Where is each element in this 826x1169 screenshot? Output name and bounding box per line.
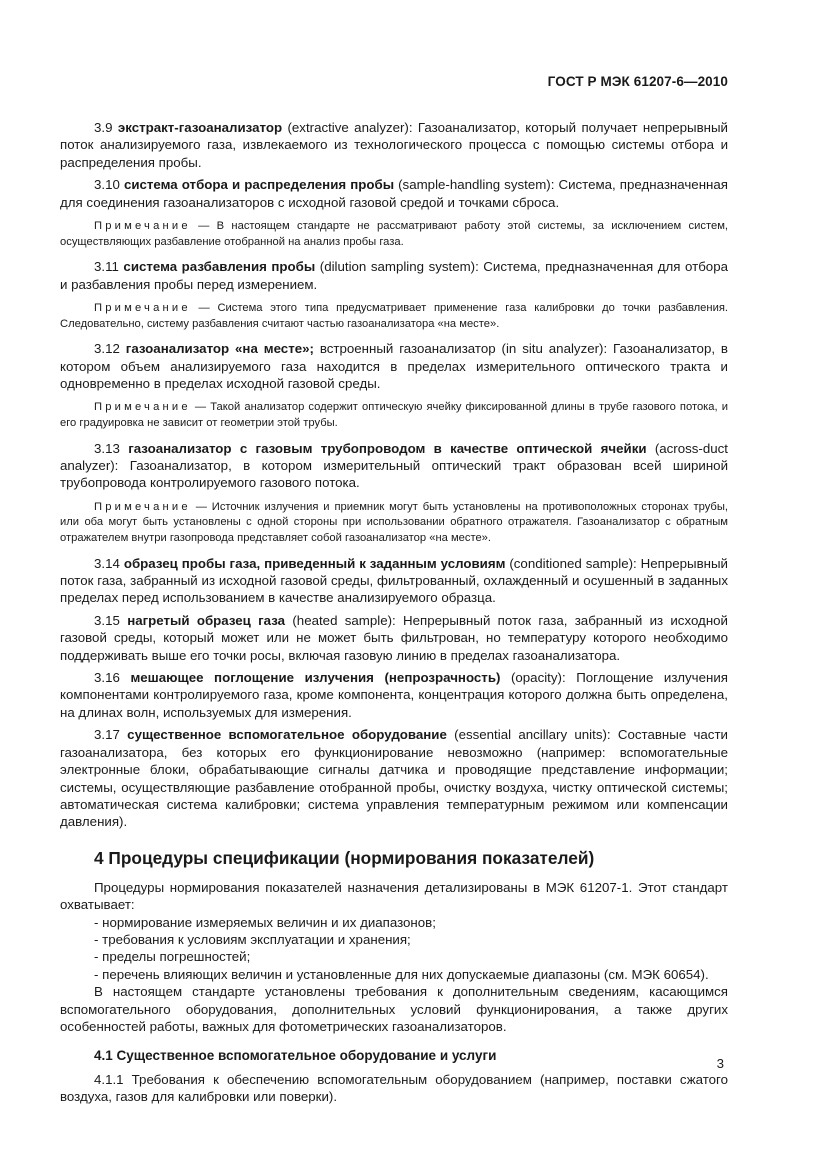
- page-number: 3: [716, 1056, 724, 1071]
- list-item: - пределы погрешностей;: [94, 949, 251, 965]
- definition-3-9: [60, 119, 728, 171]
- definition-text: (heated sample): Непрерывный поток газа, забранный из исходной газовой среды, который может или не может быть фильтрован, но температуру которого необходимо поддерживать выше его точки росы, включая газовую линию в пределах газоанализатора.: [60, 612, 728, 663]
- note-label: Примечание: [94, 220, 191, 233]
- definition-term: газоанализатор с газовым трубопроводом в качестве оптической ячейки: [128, 440, 647, 456]
- definition-3-15: [60, 612, 728, 664]
- section-4-list: [60, 914, 728, 984]
- definition-3-14: [60, 555, 728, 607]
- definitions-list: [60, 119, 728, 831]
- note-label: Примечание: [94, 401, 191, 414]
- definition-term: мешающее поглощение излучения (непрозрачность): [130, 670, 501, 686]
- note-text: — Система этого типа предусматривает применение газа калибровки до точки разбавления. Следовательно, систему разбавления считают частью газоанализатора «на месте».: [60, 302, 728, 330]
- subsection-4-1-1-paragraph: 4.1.1 Требования к обеспечению вспомогательным оборудованием (например, поставки сжатого воздуха, газов для калибровки или поверки).: [60, 1071, 728, 1105]
- note: [60, 219, 728, 250]
- section-4-paragraph: В настоящем стандарте установлены требования к дополнительным сведениям, касающимся вспомогательного оборудования, дополнительных условий функционирования, а также других особенностей работы, важных для фотометрических газоанализаторов.: [60, 984, 728, 1034]
- list-item: - перечень влияющих величин и установленные для них допускаемые диапазоны (см. МЭК 60654).: [94, 966, 709, 982]
- definition-3-16: [60, 669, 728, 721]
- definition-text: (conditioned sample): Непрерывный поток газа, забранный из исходной газовой среды, фильтрованный, охлажденный и осушенный в заданных пределах перед использованием в качестве анализируемого образца.: [60, 555, 728, 606]
- standard-id: ГОСТ Р МЭК 61207-6—2010: [547, 74, 728, 89]
- note: [60, 400, 728, 431]
- definition-term: система отбора и распределения пробы: [123, 177, 395, 193]
- definition-number: 3.13: [94, 440, 120, 456]
- definition-text: (sample-handling system): Система, предназначенная для соединения газоанализаторов с исходной газовой средой и точками сброса.: [60, 177, 728, 210]
- page-content: [60, 114, 728, 1106]
- note-label: Примечание: [94, 302, 191, 315]
- definition-term: нагретый образец газа: [127, 612, 286, 628]
- definition-number: 3.17: [94, 727, 120, 743]
- note-text: — Такой анализатор содержит оптическую ячейку фиксированной длины в трубе газового потока, и его градуировка не зависит от геометрии этой трубы.: [60, 401, 729, 430]
- definition-text: (essential ancillary units): Составные части газоанализатора, без которых его функционирование невозможно (например: вспомогательные электронные блоки, обрабатывающие сигналы датчика и проводящие представление информации; системы, осуществляющие разбавление отобранной пробы, очистку воздуха, чистку оптической системы; автоматическая система калибровки; система управления температурным режимом или компенсации давления).: [60, 727, 728, 830]
- definition-3-10: [60, 176, 728, 211]
- definition-term: система разбавления пробы: [123, 259, 316, 275]
- definition-text: (extractive analyzer): Газоанализатор, который получает непрерывный поток анализируемого газа, извлекаемого из технологического процесса с помощью системы отбора и распределения пробы.: [60, 120, 728, 170]
- note-label: Примечание: [94, 500, 191, 513]
- definition-number: 3.10: [94, 177, 120, 193]
- definition-term: газоанализатор «на месте»;: [125, 341, 314, 357]
- subsection-4-1-title: 4.1 Существенное вспомогательное оборудование и услуги: [94, 1048, 497, 1064]
- note: [60, 301, 728, 332]
- definition-number: 3.14: [94, 555, 120, 571]
- definition-number: 3.15: [94, 612, 120, 628]
- section-4-title: 4 Процедуры спецификации (нормирования показателей): [94, 847, 595, 868]
- note: [60, 500, 728, 547]
- definition-term: экстракт-газоанализатор: [117, 120, 283, 135]
- definition-number: 3.9: [94, 120, 113, 135]
- list-item: - нормирование измеряемых величин и их диапазонов;: [94, 914, 436, 930]
- note-text: — Источник излучения и приемник могут быть установлены на противоположных сторонах трубы, или оба могут быть установлены с одной стороны при использовании обратного отражателя. Газоанализатор с обратным отражателем внутри газопровода представляет собой газоанализатор «на месте».: [60, 500, 728, 545]
- definition-3-17: [60, 726, 728, 830]
- definition-3-12: [60, 340, 728, 392]
- definition-3-13: [60, 440, 728, 492]
- definition-term: образец пробы газа, приведенный к заданным условиям: [123, 555, 506, 571]
- list-item: - требования к условиям эксплуатации и хранения;: [94, 931, 411, 947]
- definition-number: 3.11: [94, 259, 119, 275]
- definition-3-11: [60, 258, 728, 293]
- definition-number: 3.16: [94, 670, 120, 686]
- definition-term: существенное вспомогательное оборудование: [127, 727, 447, 743]
- definition-text: (dilution sampling system): Система, предназначенная для отбора и разбавления пробы перед измерением.: [60, 259, 728, 292]
- section-4-intro: Процедуры нормирования показателей назначения детализированы в МЭК 61207-1. Этот стандарт охватывает:: [60, 879, 728, 913]
- definition-text: встроенный газоанализатор (in situ analyzer): Газоанализатор, в котором объем анализируемого газа находится в пределах измерительного оптического тракта и одновременно в пределах исходной газовой среды.: [60, 341, 728, 392]
- definition-text: (across-duct analyzer): Газоанализатор, в котором измерительный оптический тракт образован всей шириной трубопровода контролируемого газового потока.: [60, 440, 728, 491]
- definition-text: (opacity): Поглощение излучения компонентами контролируемого газа, кроме компонента, концентрация которого должна быть определена, на длинах волн, используемых для измерения.: [60, 670, 728, 720]
- note-text: — В настоящем стандарте не рассматривают работу этой системы, за исключением систем, осуществляющих разбавление отобранной на анализ пробы газа.: [60, 220, 729, 248]
- definition-number: 3.12: [94, 341, 120, 357]
